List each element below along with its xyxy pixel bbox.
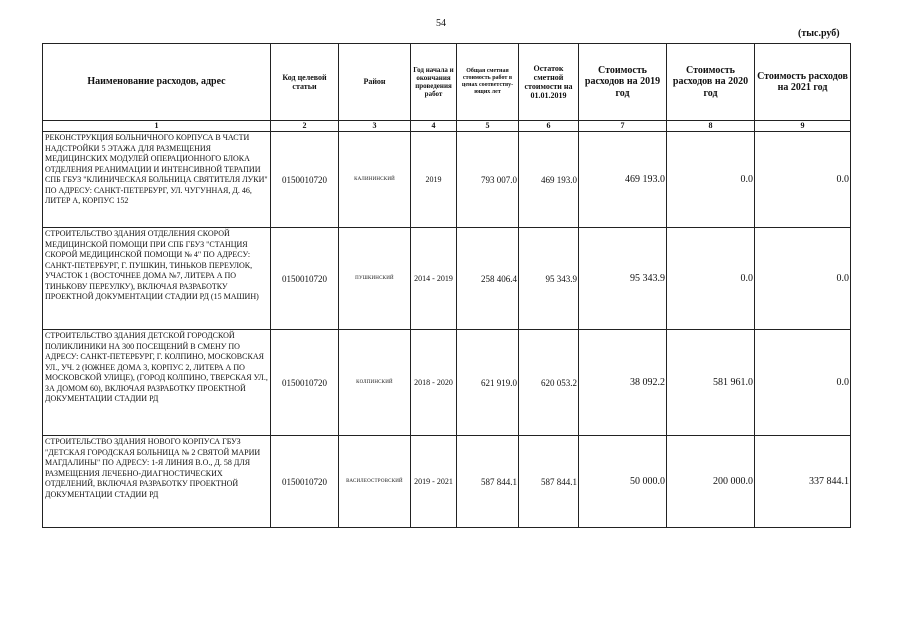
expense-name: СТРОИТЕЛЬСТВО ЗДАНИЯ ДЕТСКОЙ ГОРОДСКОЙ ПОЛИКЛИНИКИ НА 300 ПОСЕЩЕНИЙ В СМЕНУ ПО АДРЕСУ: САНКТ-ПЕТЕРБУРГ, Г. КОЛПИНО, МОСКОВСКАЯ УЛ., УЧ. 2 (ЮЖНЕЕ ДОМА 3, КОРПУС 2, ЛИТЕРА А ПО МОСКОВСКОЙ УЛИЦЕ), (ГОРОД КОЛПИНО, ТВЕРСКАЯ УЛ., ЗА ДОМОМ 60), ВКЛЮЧАЯ РАЗРАБОТКУ ПРОЕКТНОЙ ДОКУМЕНТАЦИИ СТАДИИ РД — [43, 330, 271, 436]
total-cost: 793 007.0 — [457, 132, 519, 228]
district: КОЛПИНСКИЙ — [339, 330, 411, 436]
district: ВАСИЛЕОСТРОВСКИЙ — [339, 436, 411, 528]
cost-2019: 50 000.0 — [579, 436, 667, 528]
expense-name: РЕКОНСТРУКЦИЯ БОЛЬНИЧНОГО КОРПУСА В ЧАСТИ НАДСТРОЙКИ 5 ЭТАЖА ДЛЯ РАЗМЕЩЕНИЯ МЕДИЦИНСКИХ МОДУЛЕЙ ОПЕРАЦИОННОГО БЛОКА ОТДЕЛЕНИЯ РЕАНИМАЦИИ И ИНТЕНСИВНОЙ ТЕРАПИИ СПБ ГБУЗ "КЛИНИЧЕСКАЯ БОЛЬНИЦА СВЯТИТЕЛЯ ЛУКИ" ПО АДРЕСУ: САНКТ-ПЕТЕРБУРГ, УЛ. ЧУГУННАЯ, Д. 46, ЛИТЕР А, КОРПУС 152 — [43, 132, 271, 228]
remaining-cost: 587 844.1 — [519, 436, 579, 528]
remaining-cost: 95 343.9 — [519, 228, 579, 330]
unit-note: (тыс.руб) — [798, 28, 840, 39]
work-years: 2018 - 2020 — [411, 330, 457, 436]
cost-2021: 0.0 — [755, 132, 851, 228]
expense-name: СТРОИТЕЛЬСТВО ЗДАНИЯ ОТДЕЛЕНИЯ СКОРОЙ МЕДИЦИНСКОЙ ПОМОЩИ ПРИ СПБ ГБУЗ "СТАНЦИЯ СКОРОЙ МЕДИЦИНСКОЙ ПОМОЩИ № 4" ПО АДРЕСУ: САНКТ-ПЕТЕРБУРГ, Г. ПУШКИН, ТИНЬКОВ ПЕРЕУЛОК, УЧАСТОК 1 (ВОСТОЧНЕЕ ДОМА №7, ЛИТЕРА А ПО ТИНЬКОВУ ПЕРЕУЛКУ), ВКЛЮЧАЯ РАЗРАБОТКУ ПРОЕКТНОЙ ДОКУМЕНТАЦИИ СТАДИИ РД (15 МАШИН) — [43, 228, 271, 330]
header-district: Район — [339, 44, 411, 121]
work-years: 2019 — [411, 132, 457, 228]
column-number-row — [43, 121, 851, 132]
target-code: 0150010720 — [271, 132, 339, 228]
remaining-cost: 469 193.0 — [519, 132, 579, 228]
total-cost: 258 406.4 — [457, 228, 519, 330]
page-number: 54 — [436, 18, 446, 29]
total-cost: 621 919.0 — [457, 330, 519, 436]
work-years: 2019 - 2021 — [411, 436, 457, 528]
cost-2020: 581 961.0 — [667, 330, 755, 436]
column-number: 1 — [43, 121, 271, 132]
table-row — [43, 228, 851, 330]
header-years: Год начала и окончания проведения работ — [411, 44, 457, 121]
column-number: 7 — [579, 121, 667, 132]
table-row — [43, 132, 851, 228]
header-remainder: Остаток сметной стоимости на 01.01.2019 — [519, 44, 579, 121]
cost-2020: 0.0 — [667, 132, 755, 228]
table-row — [43, 436, 851, 528]
header-row — [43, 44, 851, 121]
cost-2020: 200 000.0 — [667, 436, 755, 528]
cost-2020: 0.0 — [667, 228, 755, 330]
header-cost-2019: Стоимость расходов на 2019 год — [579, 44, 667, 121]
target-code: 0150010720 — [271, 436, 339, 528]
column-number: 2 — [271, 121, 339, 132]
header-code: Код целевой статьи — [271, 44, 339, 121]
header-total-cost: Общая сметная стоимость работ в ценах соответству-ющих лет — [457, 44, 519, 121]
table-row — [43, 330, 851, 436]
total-cost: 587 844.1 — [457, 436, 519, 528]
district: КАЛИНИНСКИЙ — [339, 132, 411, 228]
work-years: 2014 - 2019 — [411, 228, 457, 330]
cost-2019: 469 193.0 — [579, 132, 667, 228]
budget-table — [42, 43, 851, 528]
header-cost-2020: Стоимость расходов на 2020 год — [667, 44, 755, 121]
column-number: 3 — [339, 121, 411, 132]
expense-name: СТРОИТЕЛЬСТВО ЗДАНИЯ НОВОГО КОРПУСА ГБУЗ "ДЕТСКАЯ ГОРОДСКАЯ БОЛЬНИЦА № 2 СВЯТОЙ МАРИИ МАГДАЛИНЫ" ПО АДРЕСУ: 1-Я ЛИНИЯ В.О., Д. 58 ДЛЯ РАЗМЕЩЕНИЯ ЛЕЧЕБНО-ДИАГНОСТИЧЕСКИХ ОТДЕЛЕНИЙ, ВКЛЮЧАЯ РАЗРАБОТКУ ПРОЕКТНОЙ ДОКУМЕНТАЦИИ СТАДИИ РД — [43, 436, 271, 528]
target-code: 0150010720 — [271, 330, 339, 436]
cost-2021: 0.0 — [755, 228, 851, 330]
cost-2021: 337 844.1 — [755, 436, 851, 528]
column-number: 5 — [457, 121, 519, 132]
district: ПУШКИНСКИЙ — [339, 228, 411, 330]
column-number: 8 — [667, 121, 755, 132]
header-name: Наименование расходов, адрес — [43, 44, 271, 121]
cost-2019: 38 092.2 — [579, 330, 667, 436]
column-number: 9 — [755, 121, 851, 132]
column-number: 6 — [519, 121, 579, 132]
cost-2021: 0.0 — [755, 330, 851, 436]
cost-2019: 95 343.9 — [579, 228, 667, 330]
remaining-cost: 620 053.2 — [519, 330, 579, 436]
target-code: 0150010720 — [271, 228, 339, 330]
header-cost-2021: Стоимость расходов на 2021 год — [755, 44, 851, 121]
column-number: 4 — [411, 121, 457, 132]
